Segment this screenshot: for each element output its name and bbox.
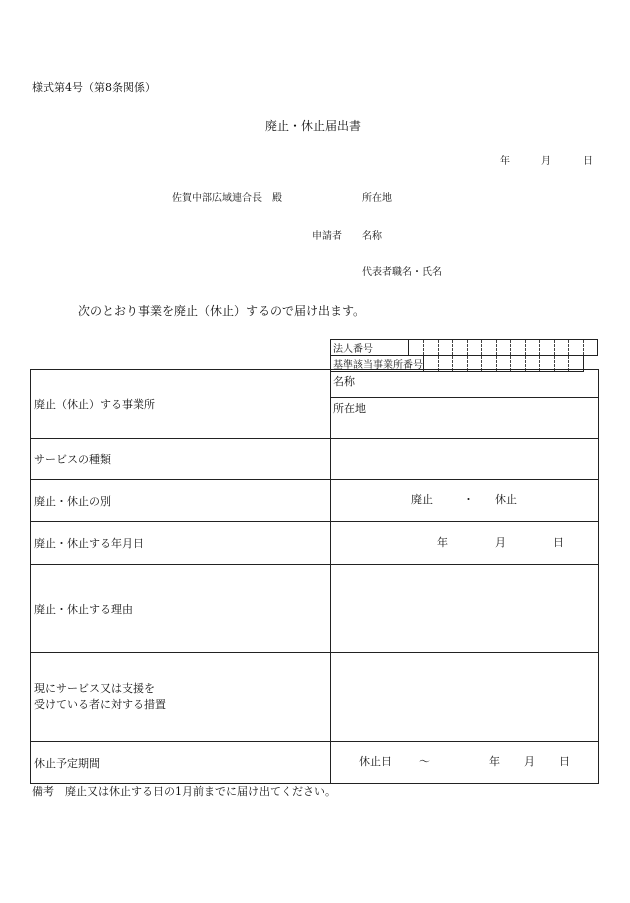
office-number-label: 基準該当事業所番号 — [331, 356, 424, 372]
office-name-label: 名称 — [333, 375, 355, 388]
date-field[interactable] — [331, 522, 599, 565]
number-cell[interactable] — [554, 340, 569, 356]
number-cell[interactable] — [511, 340, 526, 356]
period-year: 年 — [489, 755, 500, 768]
option-separator: ・ — [463, 493, 474, 506]
office-name-field[interactable] — [331, 370, 599, 398]
number-cell[interactable] — [482, 340, 497, 356]
applicant-name-label: 名称 — [362, 231, 382, 242]
office-address-field[interactable] — [331, 398, 599, 439]
period-tilde: ～ — [419, 755, 430, 768]
number-cell[interactable] — [569, 340, 584, 356]
period-day: 日 — [559, 755, 570, 768]
number-table — [330, 339, 598, 372]
date-month: 月 — [541, 156, 551, 167]
form-number: 様式第4号（第8条関係） — [32, 81, 156, 94]
period-start-label: 休止日 — [359, 755, 392, 768]
number-cell[interactable] — [496, 340, 511, 356]
representative-label: 代表者職名・氏名 — [362, 267, 442, 278]
number-cell[interactable] — [409, 340, 424, 356]
office-row-label: 廃止（休止）する事業所 — [31, 370, 331, 439]
reason-field[interactable] — [331, 565, 599, 653]
addressee: 佐賀中部広域連合長 殿 — [172, 193, 282, 204]
period-row-label: 休止予定期間 — [31, 742, 331, 784]
type-field[interactable] — [331, 480, 599, 522]
number-cell[interactable] — [438, 340, 453, 356]
number-cell[interactable] — [424, 340, 439, 356]
number-cell[interactable] — [583, 340, 598, 356]
applicant-label: 申請者 — [312, 231, 342, 242]
number-cell[interactable] — [540, 340, 555, 356]
service-row-label: サービスの種類 — [31, 439, 331, 480]
page-title: 廃止・休止届出書 — [265, 119, 362, 133]
main-form-table — [30, 369, 599, 784]
date-year: 年 — [500, 156, 510, 167]
number-cell[interactable] — [453, 340, 468, 356]
row-date-year: 年 — [437, 536, 448, 549]
measures-field[interactable] — [331, 653, 599, 742]
office-address-label: 所在地 — [333, 402, 366, 415]
note-text: 備考 廃止又は休止する日の1月前までに届け出てください。 — [32, 785, 336, 798]
type-row-label: 廃止・休止の別 — [31, 480, 331, 522]
option-abolish[interactable]: 廃止 — [411, 493, 433, 506]
reason-row-label: 廃止・休止する理由 — [31, 565, 331, 653]
option-suspend[interactable]: 休止 — [495, 493, 517, 506]
number-cell[interactable] — [467, 340, 482, 356]
date-day: 日 — [583, 156, 593, 167]
row-date-day: 日 — [553, 536, 564, 549]
applicant-address-label: 所在地 — [362, 193, 392, 204]
period-month: 月 — [524, 755, 535, 768]
row-date-month: 月 — [495, 536, 506, 549]
date-row-label: 廃止・休止する年月日 — [31, 522, 331, 565]
corporate-number-label: 法人番号 — [331, 340, 409, 356]
measures-label-line2: 受けている者に対する措置 — [34, 698, 166, 711]
number-cell[interactable] — [525, 340, 540, 356]
period-field[interactable] — [331, 742, 599, 784]
measures-row-label — [31, 653, 331, 742]
service-field[interactable] — [331, 439, 599, 480]
measures-label-line1: 現にサービス又は支援を — [34, 682, 155, 695]
intro-text: 次のとおり事業を廃止（休止）するので届け出ます。 — [78, 304, 366, 318]
